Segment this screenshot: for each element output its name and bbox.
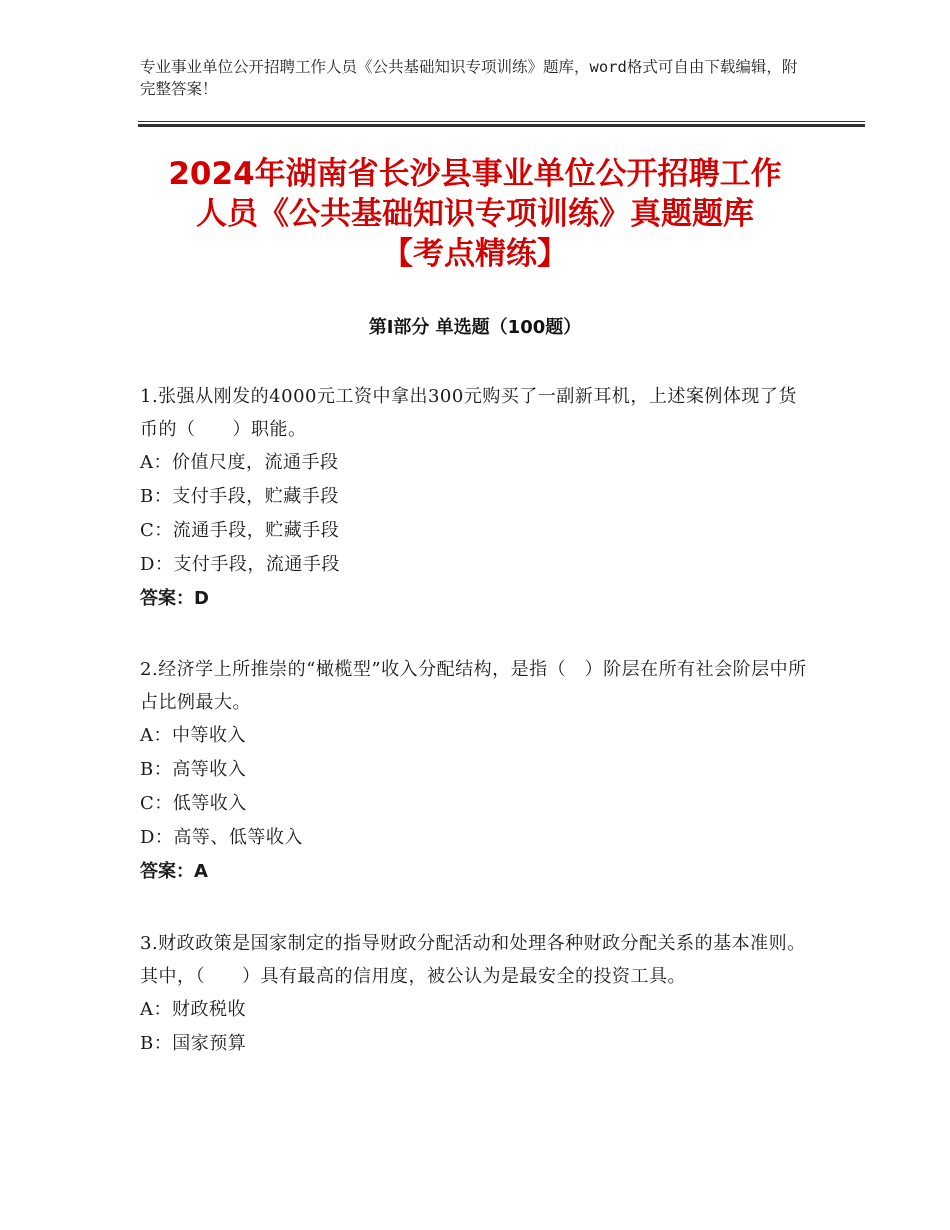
question-stem: 1.张强从刚发的4000元工资中拿出300元购买了一副新耳机，上述案例体现了货币的（ ）职能。 (140, 386, 797, 440)
option-c: C：流通手段，贮藏手段 (140, 520, 340, 541)
header-rule-thick (138, 124, 865, 127)
question-3 (140, 927, 810, 1061)
option-d: D：支付手段，流通手段 (140, 554, 340, 575)
header-rule-thin (138, 121, 865, 122)
title-line-1: 2024年湖南省长沙县事业单位公开招聘工作 (168, 156, 782, 192)
option-a: A：财政税收 (140, 999, 246, 1020)
option-b: B：支付手段，贮藏手段 (140, 486, 339, 507)
document-title (100, 154, 850, 274)
option-a: A：中等收入 (140, 725, 246, 746)
section-heading: 第Ⅰ部分 单选题（100题） (368, 317, 582, 338)
title-line-2: 人员《公共基础知识专项训练》真题题库 (196, 196, 754, 232)
question-1 (140, 380, 810, 616)
answer-line: 答案：D (140, 588, 209, 609)
option-d: D：高等、低等收入 (140, 827, 303, 848)
option-a: A：价值尺度，流通手段 (140, 452, 339, 473)
answer-line: 答案：A (140, 861, 208, 882)
option-b: B：国家预算 (140, 1033, 247, 1054)
header-note: 专业事业单位公开招聘工作人员《公共基础知识专项训练》题库，word格式可自由下载编辑，附完整答案！ (140, 58, 798, 98)
option-b: B：高等收入 (140, 759, 247, 780)
question-stem: 2.经济学上所推崇的“橄榄型”收入分配结构，是指（ ）阶层在所有社会阶层中所占比例最大。 (140, 659, 807, 713)
option-c: C：低等收入 (140, 793, 247, 814)
question-2 (140, 653, 810, 889)
title-line-3: 【考点精练】 (382, 236, 568, 272)
question-stem: 3.财政政策是国家制定的指导财政分配活动和处理各种财政分配关系的基本准则。其中，（ ）具有最高的信用度，被公认为是最安全的投资工具。 (140, 933, 806, 987)
